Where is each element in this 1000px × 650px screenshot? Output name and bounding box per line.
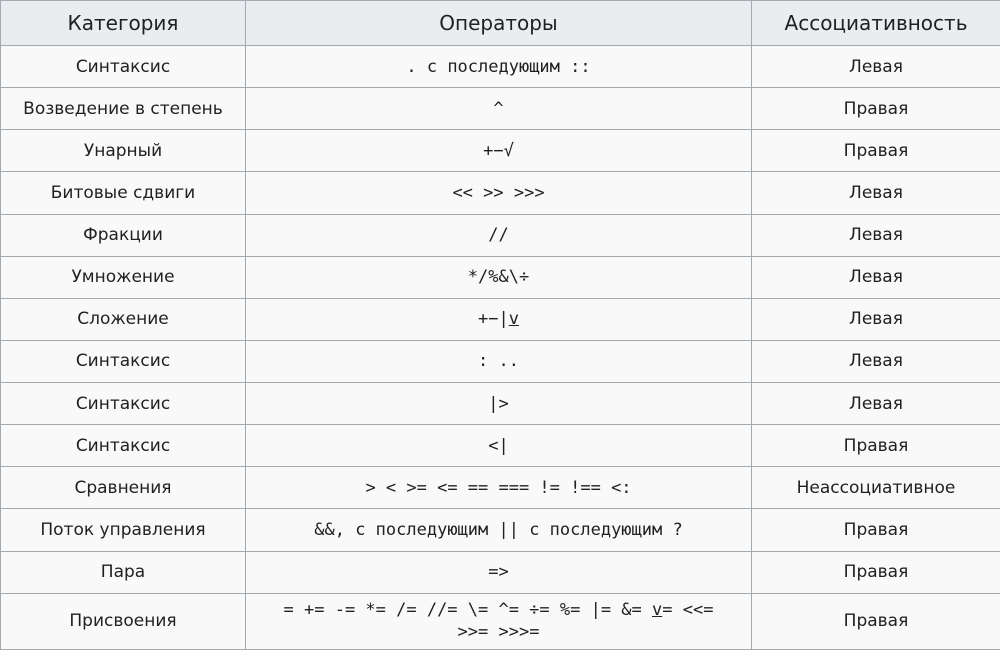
associativity-cell: Левая [752,256,1000,298]
associativity-cell: Левая [752,46,1000,88]
category-cell: Возведение в степень [1,88,246,130]
table-row [1,214,1000,256]
operators-cell: . с последующим :: [246,46,752,88]
table-row [1,593,1000,649]
table-row [1,425,1000,467]
category-cell: Пара [1,551,246,593]
category-cell: Битовые сдвиги [1,172,246,214]
operators-cell: // [246,214,752,256]
table-row [1,172,1000,214]
operators-text-continued: = <<= [662,600,714,621]
header-category: Категория [1,1,246,46]
operators-cell: +−√ [246,130,752,172]
table-row [1,340,1000,382]
associativity-cell: Левая [752,340,1000,382]
operators-cell: : .. [246,340,752,382]
operators-cell: ^ [246,88,752,130]
operators-text: +−| [478,309,509,330]
associativity-cell: Правая [752,130,1000,172]
category-cell: Сложение [1,298,246,340]
associativity-cell: Правая [752,551,1000,593]
operators-underlined-text: v [652,600,663,621]
category-cell: Умножение [1,256,246,298]
operators-cell: => [246,551,752,593]
associativity-cell: Правая [752,593,1000,649]
table-row [1,383,1000,425]
associativity-cell: Левая [752,383,1000,425]
associativity-cell: Правая [752,88,1000,130]
category-cell: Синтаксис [1,46,246,88]
table-row [1,256,1000,298]
operators-cell: |> [246,383,752,425]
operators-cell [246,593,752,649]
associativity-cell: Неассоциативное [752,467,1000,509]
operators-text-line2: >>= >>>= [457,622,540,643]
category-cell: Синтаксис [1,383,246,425]
table-row [1,46,1000,88]
category-cell: Синтаксис [1,425,246,467]
header-row [1,1,1000,46]
operators-cell: <| [246,425,752,467]
header-associativity: Ассоциативность [752,1,1000,46]
table-row [1,88,1000,130]
category-cell: Синтаксис [1,340,246,382]
category-cell: Присвоения [1,593,246,649]
associativity-cell: Левая [752,214,1000,256]
associativity-cell: Правая [752,425,1000,467]
operators-cell: &&, с последующим || с последующим ? [246,509,752,551]
table-row [1,130,1000,172]
category-cell: Фракции [1,214,246,256]
table-row [1,551,1000,593]
associativity-cell: Правая [752,509,1000,551]
table-row [1,509,1000,551]
operators-cell: */%&\÷ [246,256,752,298]
table-row [1,467,1000,509]
operators-cell [246,298,752,340]
operators-cell: << >> >>> [246,172,752,214]
table-row [1,298,1000,340]
associativity-cell: Левая [752,298,1000,340]
category-cell: Унарный [1,130,246,172]
operators-underlined-text: v [508,309,519,330]
operators-cell: > < >= <= == === != !== <: [246,467,752,509]
category-cell: Поток управления [1,509,246,551]
operators-text: = += -= *= /= //= \= ^= ÷= %= |= &= [283,600,653,621]
associativity-cell: Левая [752,172,1000,214]
category-cell: Сравнения [1,467,246,509]
header-operators: Операторы [246,1,752,46]
